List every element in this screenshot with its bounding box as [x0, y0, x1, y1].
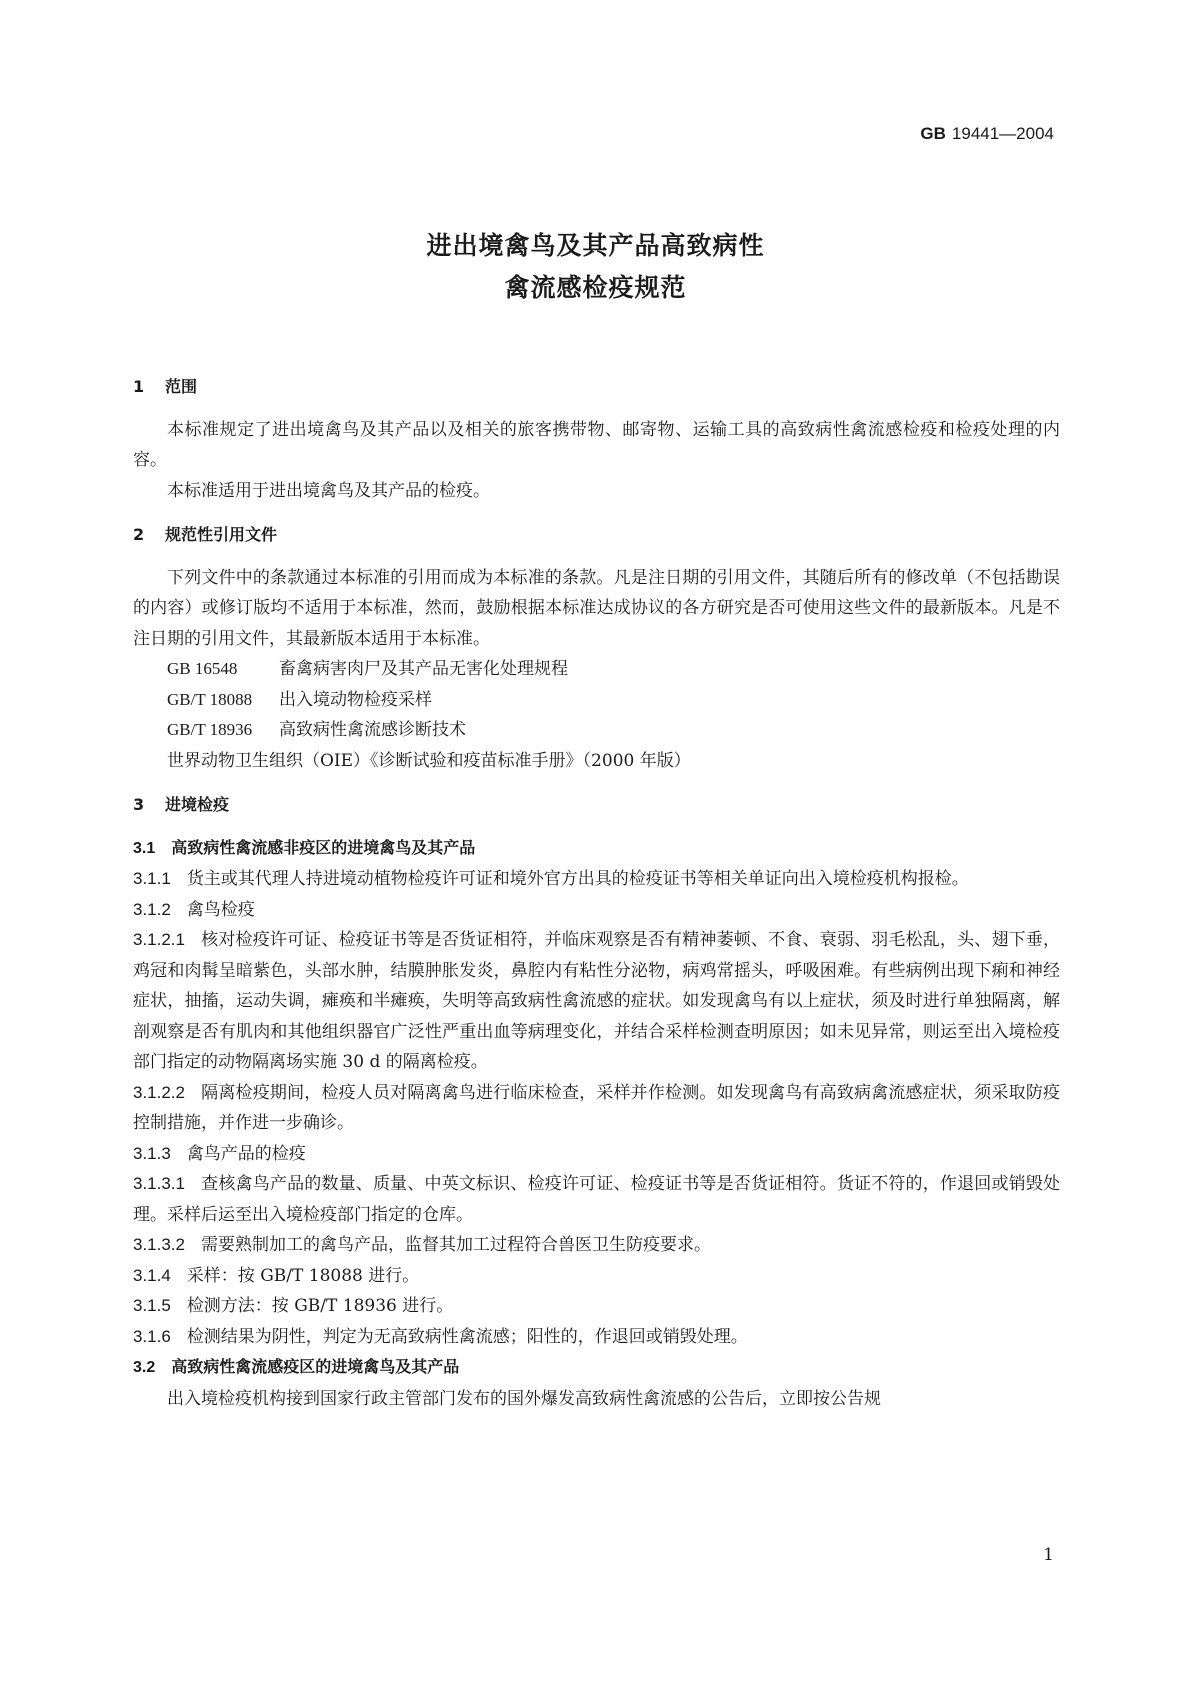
section-1-title: 范围: [165, 377, 198, 396]
clause-number: 3.1.2.2: [133, 1082, 185, 1102]
clause-text: 检测方法：按 GB/T 18936 进行。: [186, 1296, 454, 1316]
clause-3-1-2-1: [133, 925, 1060, 1078]
clause-number: 3.1.3.2: [133, 1235, 185, 1254]
clause-text: 检测结果为阴性，判定为无高致病性禽流感；阳性的，作退回或销毁处理。: [186, 1326, 748, 1347]
clause-text: 高致病性禽流感疫区的进境禽鸟及其产品: [171, 1357, 460, 1376]
section-2-number: 2: [133, 525, 145, 544]
section-1-paragraph-2: 本标准适用于进出境禽鸟及其产品的检疫。: [167, 480, 490, 501]
section-3-heading: [133, 790, 1060, 821]
standard-code: [920, 124, 1054, 144]
clause-number: 3.1.2: [133, 899, 171, 919]
clause-number: 3.1: [133, 839, 156, 857]
clause-3-1-2-2: [133, 1078, 1060, 1139]
standard-number: 19441—2004: [951, 124, 1054, 143]
clause-number: 3.2: [133, 1359, 156, 1376]
page-number: 1: [1043, 1545, 1054, 1565]
clause-number: 3.1.6: [133, 1326, 171, 1346]
reference-code: GB 16548: [167, 659, 238, 678]
title-line-2: 禽流感检疫规范: [504, 273, 687, 302]
section-3-number: 3: [133, 795, 145, 814]
reference-title: 高致病性禽流感诊断技术: [279, 720, 466, 740]
section-1-paragraph-1: 本标准规定了进出境禽鸟及其产品以及相关的旅客携带物、邮寄物、运输工具的高致病性禽流感检疫和检疫处理的内容。: [133, 419, 1060, 470]
clause-text: 需要熟制加工的禽鸟产品，监督其加工过程符合兽医卫生防疫要求。: [201, 1235, 711, 1255]
clause-number: 3.1.3.1: [133, 1174, 185, 1193]
section-2-title: 规范性引用文件: [165, 525, 278, 544]
clause-text: 采样：按 GB/T 18088 进行。: [186, 1265, 420, 1286]
clause-number: 3.1.2.1: [133, 930, 185, 949]
clause-3-2: [133, 1352, 1060, 1384]
reference-title: 畜禽病害肉尸及其产品无害化处理规程: [279, 659, 568, 679]
clause-text: 高致病性禽流感非疫区的进境禽鸟及其产品: [171, 837, 476, 857]
clause-3-1-3-1: [133, 1169, 1060, 1230]
reference-code: GB/T 18936: [167, 720, 253, 739]
clause-3-2-paragraph: 出入境检疫机构接到国家行政主管部门发布的国外爆发高致病性禽流感的公告后，立即按公告规: [167, 1388, 881, 1409]
clause-3-1-3: [133, 1139, 1060, 1170]
clause-text: 隔离检疫期间，检疫人员对隔离禽鸟进行临床检查，采样并作检测。如发现禽鸟有高致病禽流感症状，须采取防疫控制措施，并作进一步确诊。: [133, 1082, 1060, 1133]
clause-3-1-4: [133, 1261, 1060, 1292]
clause-3-1-3-2: [133, 1230, 1060, 1261]
clause-text: 禽鸟检疫: [186, 899, 255, 920]
section-1-heading: [133, 372, 1060, 403]
clause-number: 3.1.1: [133, 869, 171, 888]
reference-title: 出入境动物检疫采样: [279, 689, 432, 710]
clause-3-1-1: [133, 864, 1060, 895]
clause-3-1-2: [133, 895, 1060, 926]
reference-item: [133, 715, 1060, 746]
clause-number: 3.1.3: [133, 1143, 171, 1163]
reference-code: GB/T 18088: [167, 689, 253, 709]
clause-text: 查核禽鸟产品的数量、质量、中英文标识、检疫许可证、检疫证书等是否货证相符。货证不符的，作退回或销毁处理。采样后运至出入境检疫部门指定的仓库。: [133, 1174, 1060, 1225]
clause-text: 货主或其代理人持进境动植物检疫许可证和境外官方出具的检疫证书等相关单证向出入境检疫机构报检。: [186, 869, 969, 889]
clause-number: 3.1.4: [133, 1265, 171, 1285]
document-body: [133, 372, 1060, 1414]
section-1-number: 1: [133, 377, 145, 396]
clause-text: 禽鸟产品的检疫: [186, 1143, 306, 1164]
clause-text: 核对检疫许可证、检疫证书等是否货证相符，并临床观察是否有精神萎顿、不食、衰弱、羽毛松乱，头、翅下垂，鸡冠和肉髯呈暗紫色，头部水肿，结膜肿胀发炎，鼻腔内有粘性分泌物，病鸡常摇头，呼吸困难。有些病例出现下痢和神经症状，抽搐，运动失调，瘫痪和半瘫痪，失明等高致病性禽流感的症状。如发现禽鸟有以上症状，须及时进行单独隔离，解剖观察是否有肌肉和其他组织器官广泛性严重出血等病理变化，并结合采样检测查明原因；如未见异常，则运至出入境检疫部门指定的动物隔离场实施 30 d 的隔离检疫。: [133, 930, 1060, 1072]
reference-item-oie: 世界动物卫生组织（OIE）《诊断试验和疫苗标准手册》（2000 年版）: [167, 750, 691, 771]
title-line-1: 进出境禽鸟及其产品高致病性: [426, 231, 765, 260]
standard-prefix: GB: [920, 124, 946, 143]
section-2-heading: [133, 520, 1060, 551]
reference-item: [133, 654, 1060, 685]
clause-number: 3.1.5: [133, 1296, 171, 1315]
clause-3-1-5: [133, 1291, 1060, 1322]
clause-3-1: [133, 833, 1060, 865]
reference-item: [133, 685, 1060, 716]
section-2-paragraph: 下列文件中的条款通过本标准的引用而成为本标准的条款。凡是注日期的引用文件，其随后所有的修改单（不包括勘误的内容）或修订版均不适用于本标准，然而，鼓励根据本标准达成协议的各方研究是否可使用这些文件的最新版本。凡是不注日期的引用文件，其最新版本适用于本标准。: [133, 567, 1060, 649]
clause-3-1-6: [133, 1322, 1060, 1353]
section-3-title: 进境检疫: [165, 795, 230, 814]
document-title: [0, 225, 1191, 309]
